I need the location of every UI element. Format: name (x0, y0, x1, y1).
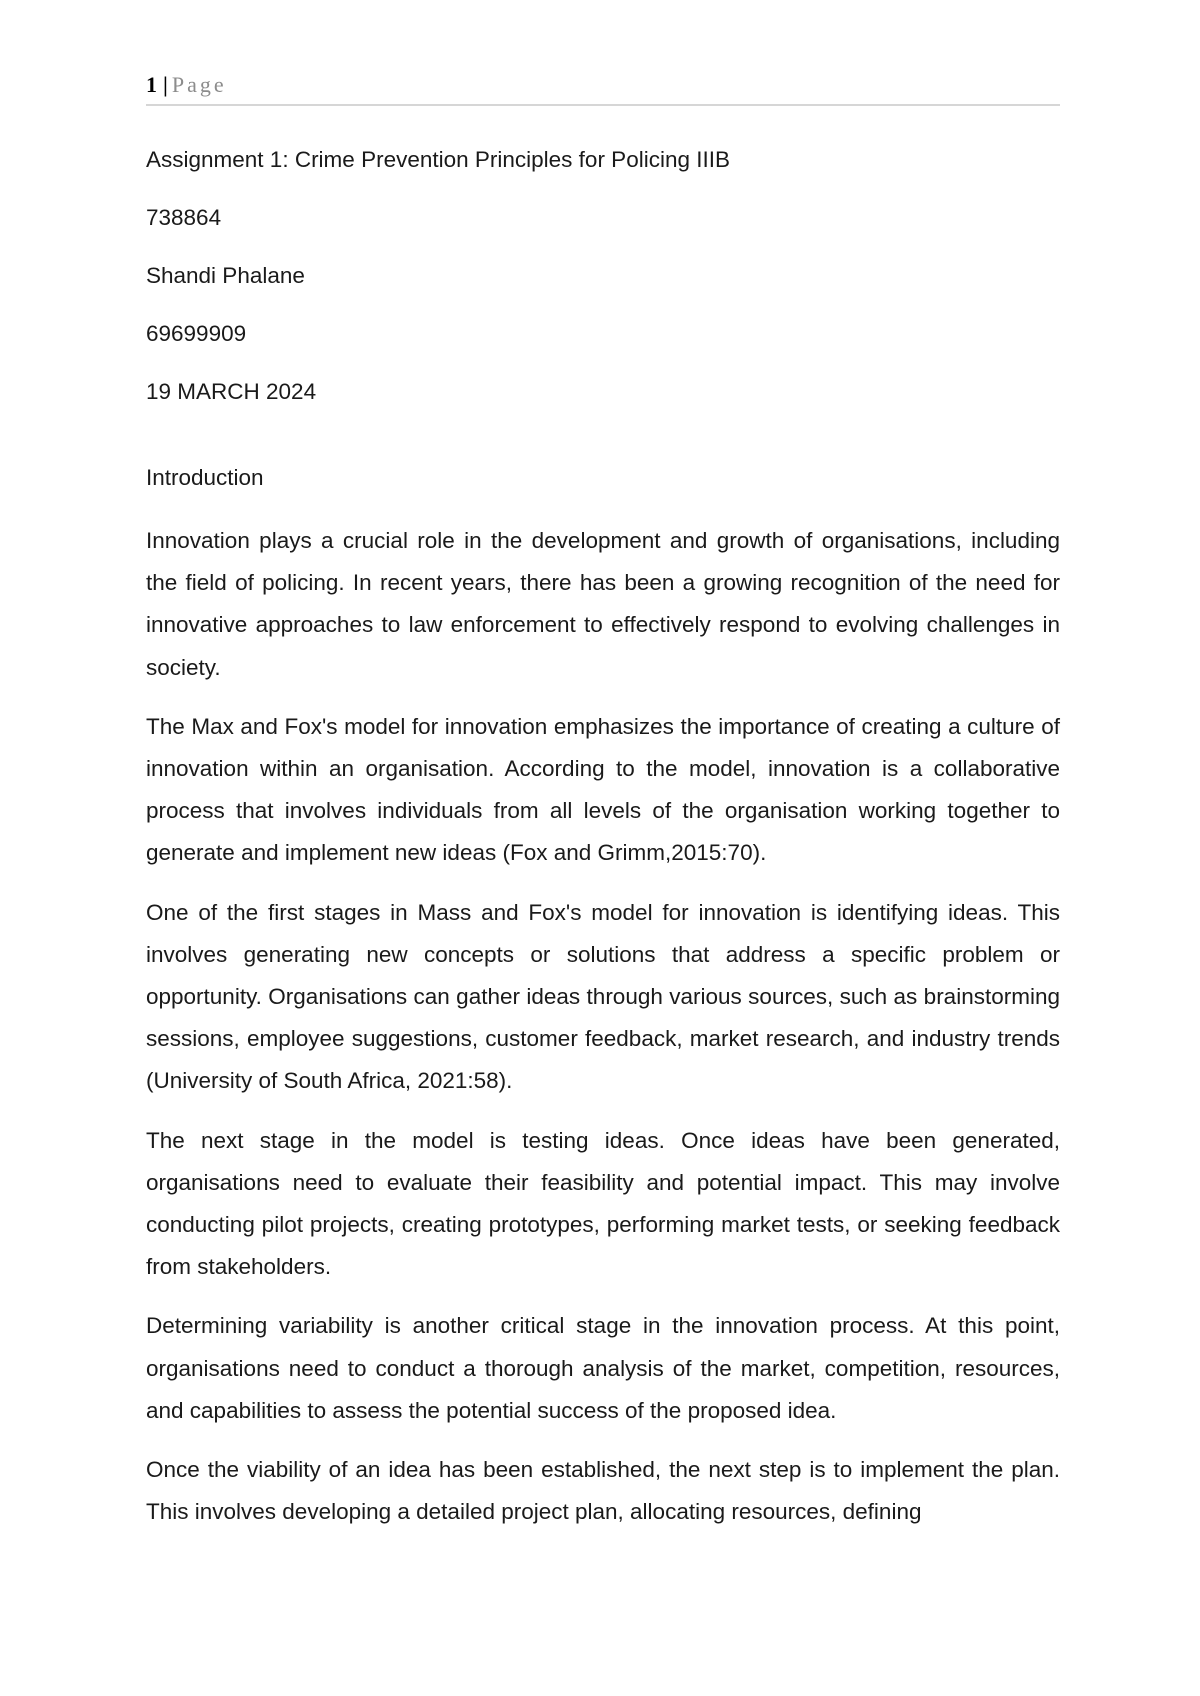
paragraph: The Max and Fox's model for innovation emphasizes the importance of creating a culture of innovation within an organisation. According to the model, innovation is a collaborative process that involves individuals from all levels of the organisation working together to generate and implement new ideas (Fox and Grimm,2015:70). (146, 713, 1060, 866)
paragraph: Determining variability is another critical stage in the innovation process. At this point, organisations need to conduct a thorough analysis of the market, competition, resources, and capabilities to assess the potential success of the proposed idea. (146, 1313, 1060, 1423)
paragraph: The next stage in the model is testing ideas. Once ideas have been generated, organisations need to evaluate their feasibility and potential impact. This may involve conducting pilot projects, creating prototypes, performing market tests, or seeking feedback from stakeholders. (146, 1127, 1060, 1280)
paragraph: Innovation plays a crucial role in the development and growth of organisations, including the field of policing. In recent years, there has been a growing recognition of the need for innovative approaches to law enforcement to effectively respond to evolving challenges in society. (146, 528, 1060, 680)
page-number: 1 (146, 72, 157, 97)
header-separator: | (163, 72, 168, 97)
paragraph: Once the viability of an idea has been established, the next step is to implement the plan. This involves developing a detailed project plan, allocating resources, defining (146, 1457, 1060, 1525)
submission-date: 19 MARCH 2024 (146, 379, 317, 404)
module-code: 738864 (146, 205, 222, 230)
paragraph: One of the first stages in Mass and Fox's model for innovation is identifying ideas. This involves generating new concepts or solutions that address a specific problem or opportunity. Organisations can gather ideas through various sources, such as brainstorming sessions, employee suggestions, customer feedback, market research, and industry trends (University of South Africa, 2021:58). (146, 899, 1060, 1094)
section-heading: Introduction (146, 465, 264, 490)
student-name: Shandi Phalane (146, 263, 305, 288)
page-label: Page (171, 72, 227, 97)
student-number: 69699909 (146, 321, 247, 346)
page-header (146, 72, 1060, 106)
assignment-title: Assignment 1: Crime Prevention Principles for Policing IIIB (146, 147, 730, 172)
document-body (146, 146, 1060, 1550)
